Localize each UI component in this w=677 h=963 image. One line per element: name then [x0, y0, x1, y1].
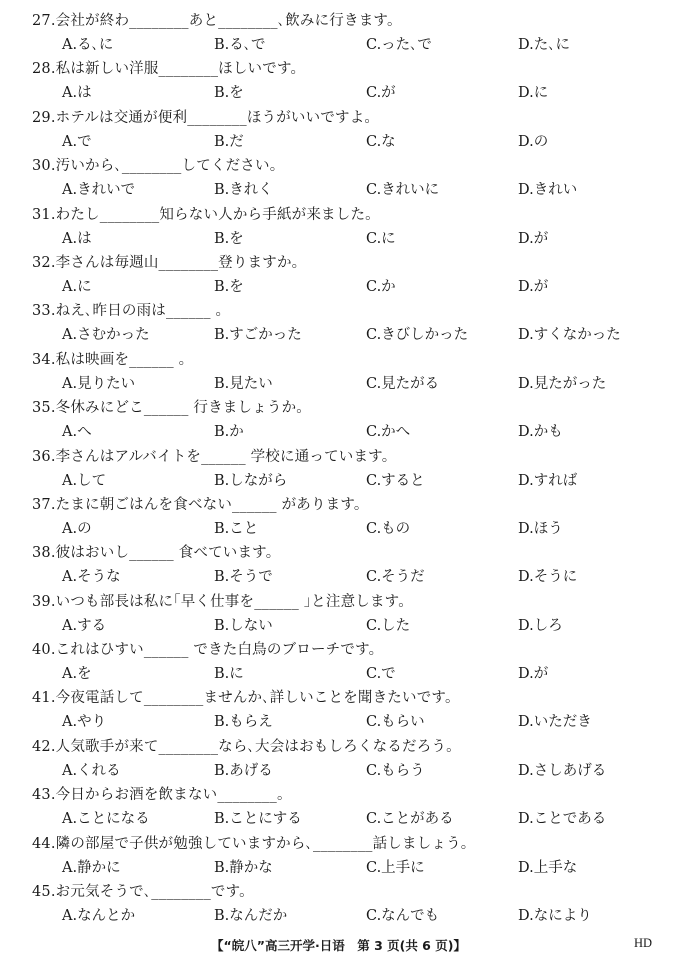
answer-option-c: C.か: [366, 278, 396, 295]
answer-option-c: C.上手に: [366, 859, 425, 876]
question-stem: 42.人気歌手が来て________なら､大会はおもしろくなるだろう。: [32, 738, 461, 755]
answer-option-b: B.しながら: [214, 472, 288, 489]
answer-options: [0, 469, 677, 487]
answer-option-b: B.なんだか: [214, 908, 288, 925]
question-item: [0, 632, 677, 683]
answer-option-c: C.った､で: [366, 37, 432, 53]
answer-option-d: D.ことである: [518, 811, 607, 828]
question-item: [0, 293, 677, 344]
answer-option-b: B.見たい: [214, 375, 273, 392]
answer-option-c: C.もの: [366, 520, 411, 537]
answer-option-a: A.そうな: [62, 569, 121, 586]
answer-options: [0, 323, 677, 344]
answer-option-d: D.見たがった: [518, 375, 607, 392]
answer-option-a: A.に: [62, 278, 92, 295]
answer-option-d: D.が: [518, 666, 549, 683]
question-stem: 28.私は新しい洋服________ほしいです。: [32, 61, 306, 78]
answer-options: [0, 517, 677, 535]
answer-options: [0, 420, 677, 441]
question-item: [0, 245, 677, 293]
question-item: [0, 100, 677, 148]
answer-option-c: C.そうだ: [366, 569, 425, 586]
question-stem: 34.私は映画を______ 。: [32, 351, 194, 368]
answer-option-c: C.な: [366, 133, 396, 150]
answer-option-b: B.か: [214, 424, 244, 441]
answer-option-b: B.る､で: [214, 37, 266, 53]
answer-option-a: A.くれる: [62, 762, 121, 779]
answer-option-c: C.した: [366, 617, 411, 634]
question-stem: 35.冬休みにどこ______ 行きましょうか。: [32, 400, 311, 417]
answer-option-b: B.すごかった: [214, 327, 302, 344]
answer-option-a: A.なんとか: [62, 908, 136, 925]
answer-options: [0, 614, 677, 632]
answer-option-b: B.あげる: [214, 762, 273, 779]
question-item: [0, 826, 677, 874]
question-stem: 36.李さんはアルバイトを______ 学校に通っています。: [32, 448, 397, 465]
question-item: [0, 51, 677, 102]
question-stem: 43.今日からお酒を飲まない________。: [32, 787, 292, 804]
answer-option-b: B.静かな: [214, 859, 273, 876]
answer-option-a: A.の: [62, 520, 92, 537]
question-list: [0, 3, 677, 925]
answer-option-b: B.を: [214, 85, 244, 102]
answer-options: [0, 807, 677, 828]
answer-option-c: C.見たがる: [366, 375, 440, 392]
question-stem: 27.会社が終わ________あと________､飲みに行きます。: [32, 13, 402, 29]
question-stem: 29.ホテルは交通が便利________ほうがいいですよ。: [32, 109, 380, 126]
answer-option-a: A.する: [62, 617, 107, 634]
answer-option-b: B.を: [214, 230, 244, 247]
question-stem: 33.ねえ､昨日の雨は______ 。: [32, 303, 231, 320]
answer-option-d: D.に: [518, 85, 549, 102]
answer-option-c: C.きびしかった: [366, 327, 469, 344]
answer-option-c: C.なんでも: [366, 908, 440, 925]
answer-option-a: A.を: [62, 666, 92, 683]
question-item: [0, 535, 677, 586]
question-stem: 41.今夜電話して________ませんか､詳しいことを聞きたいです。: [32, 690, 460, 707]
answer-option-c: C.で: [366, 666, 396, 683]
answer-option-c: C.もらう: [366, 762, 425, 779]
answer-option-d: D.すれば: [518, 472, 578, 489]
question-stem: 39.いつも部長は私に｢早く仕事を______ ｣と注意します。: [32, 593, 413, 610]
question-item: [0, 197, 677, 245]
question-item: [0, 148, 677, 199]
question-item: [0, 3, 677, 51]
question-stem: 45.お元気そうで､________です。: [32, 884, 254, 901]
question-item: [0, 777, 677, 828]
answer-options: [0, 565, 677, 586]
answer-option-b: B.に: [214, 666, 244, 683]
answer-option-b: B.ことにする: [214, 811, 302, 828]
question-item: [0, 874, 677, 925]
answer-options: [0, 81, 677, 102]
question-stem: 30.汚いから､________してください。: [32, 158, 285, 175]
answer-option-d: D.なにより: [518, 908, 592, 925]
answer-option-a: A.る､に: [62, 37, 114, 53]
answer-options: [0, 275, 677, 293]
question-item: [0, 729, 677, 777]
page-footer: [0, 936, 677, 956]
answer-option-c: C.ことがある: [366, 811, 454, 828]
answer-option-c: C.すると: [366, 472, 425, 489]
answer-options: [0, 130, 677, 148]
footer-code: HD: [633, 936, 652, 950]
answer-options: [0, 33, 677, 51]
answer-option-d: D.が: [518, 230, 549, 247]
answer-option-d: D.すくなかった: [518, 327, 621, 344]
answer-option-a: A.は: [62, 85, 92, 102]
question-stem: 40.これはひすい______ できた白鳥のブローチです。: [32, 642, 384, 659]
answer-option-a: A.きれいで: [62, 182, 136, 199]
question-item: [0, 390, 677, 441]
answer-option-c: C.に: [366, 230, 396, 247]
answer-option-d: D.きれい: [518, 182, 578, 199]
answer-option-c: C.が: [366, 85, 396, 102]
answer-option-b: B.だ: [214, 133, 244, 150]
answer-options: [0, 856, 677, 874]
answer-option-b: B.こと: [214, 520, 259, 537]
answer-option-d: D.上手な: [518, 859, 578, 876]
answer-option-d: D.いただき: [518, 714, 592, 731]
answer-options: [0, 710, 677, 731]
question-item: [0, 487, 677, 535]
footer-title: 【“皖八”高三开学·日语 第 3 页(共 6 页)】: [211, 938, 466, 953]
answer-option-d: D.の: [518, 133, 549, 150]
answer-option-a: A.で: [62, 133, 92, 150]
answer-options: [0, 372, 677, 390]
answer-option-b: B.を: [214, 278, 244, 295]
question-stem: 37.たまに朝ごはんを食べない______ があります。: [32, 496, 369, 513]
answer-option-d: D.ほう: [518, 520, 563, 537]
answer-option-a: A.静かに: [62, 859, 121, 876]
answer-option-d: D.しろ: [518, 617, 563, 634]
question-item: [0, 342, 677, 390]
question-item: [0, 680, 677, 731]
answer-option-a: A.やり: [62, 714, 107, 731]
answer-option-b: B.もらえ: [214, 714, 273, 731]
question-stem: 44.隣の部屋で子供が勉強していますから､________話しましょう。: [32, 835, 476, 852]
answer-option-d: D.た､に: [518, 37, 570, 53]
answer-option-c: C.きれいに: [366, 182, 440, 199]
question-stem: 38.彼はおいし______ 食べています。: [32, 545, 281, 562]
question-stem: 31.わたし________知らない人から手紙が来ました。: [32, 206, 380, 223]
question-item: [0, 584, 677, 632]
answer-option-d: D.さしあげる: [518, 762, 607, 779]
question-item: [0, 439, 677, 487]
question-stem: 32.李さんは毎週山________登りますか。: [32, 254, 307, 271]
answer-option-d: D.そうに: [518, 569, 578, 586]
answer-option-c: C.かへ: [366, 424, 411, 441]
answer-options: [0, 759, 677, 777]
answer-options: [0, 227, 677, 245]
answer-option-a: A.見りたい: [62, 375, 136, 392]
answer-options: [0, 662, 677, 683]
answer-options: [0, 904, 677, 925]
answer-option-b: B.きれく: [214, 182, 273, 199]
answer-option-d: D.が: [518, 278, 549, 295]
answer-option-a: A.さむかった: [62, 327, 150, 344]
answer-option-a: A.ことになる: [62, 811, 150, 828]
answer-option-a: A.へ: [62, 424, 92, 441]
answer-options: [0, 178, 677, 199]
answer-option-a: A.は: [62, 230, 92, 247]
answer-option-d: D.かも: [518, 424, 563, 441]
answer-option-a: A.して: [62, 472, 107, 489]
answer-option-c: C.もらい: [366, 714, 425, 731]
answer-option-b: B.そうで: [214, 569, 273, 586]
answer-option-b: B.しない: [214, 617, 273, 634]
